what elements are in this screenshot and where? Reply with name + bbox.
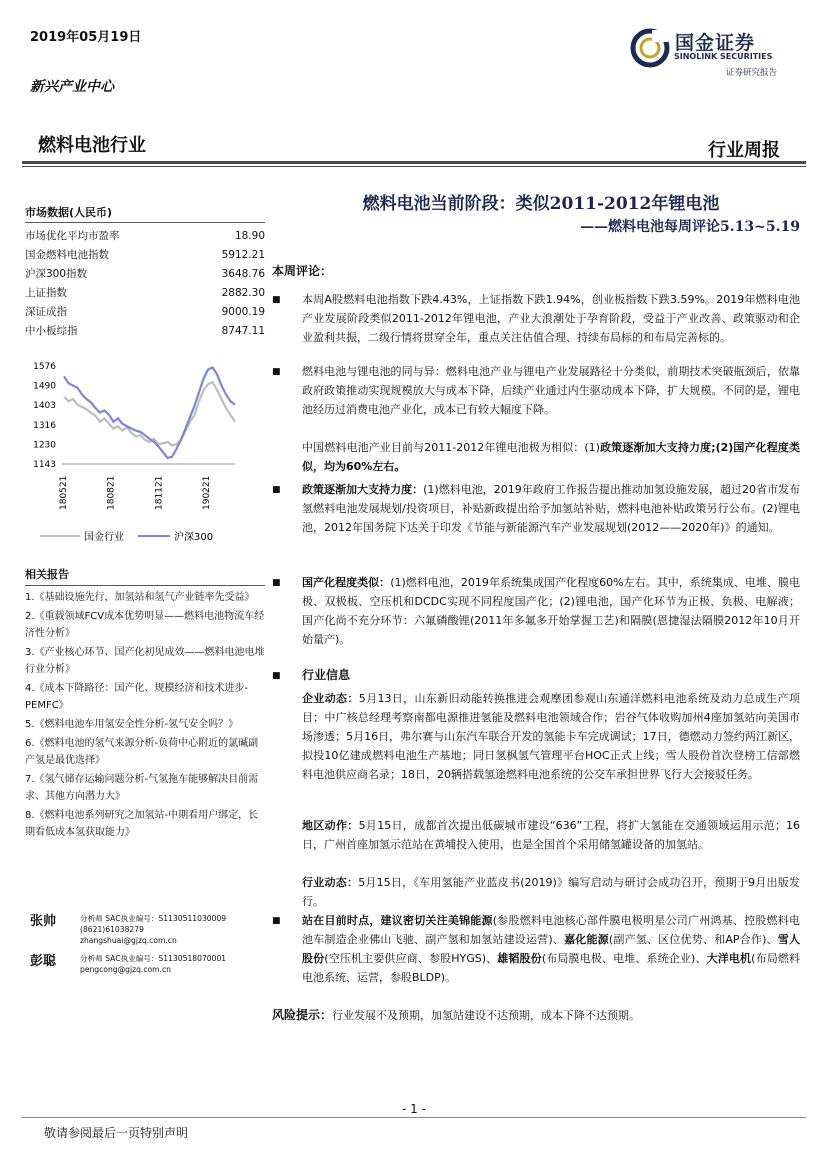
company-logo <box>630 28 800 78</box>
paragraph-8: 行业动态：5月15日，《车用氢能产业蓝皮书(2019)》编写启动与研讨会成功召开，预期于9月出版发行。 <box>302 876 800 908</box>
disclaimer-note: 敬请参阅最后一页特别声明 <box>44 1126 189 1140</box>
related-report-item[interactable]: 2.《重载领域FCV成本优势明显——燃料电池物流车经济性分析》 <box>25 611 265 639</box>
page-number: - 1 - <box>402 1102 426 1116</box>
header-divider-thin <box>22 166 806 167</box>
y-tick-label: 1143 <box>33 460 56 470</box>
report-date: 2019年05月19日 <box>30 30 142 45</box>
bullet-icon: ■ <box>272 485 281 495</box>
footer-divider <box>22 1117 806 1118</box>
industry-name: 燃料电池行业 <box>38 135 146 156</box>
market-row <box>25 246 265 265</box>
y-tick-label: 1490 <box>33 381 56 392</box>
logo-text-cn: 国金证券 <box>675 32 756 54</box>
x-tick-label: 180521 <box>59 475 69 510</box>
logo-text-en: SINOLINK SECURITIES <box>674 52 773 61</box>
related-reports <box>25 566 265 843</box>
report-title: 燃料电池当前阶段：类似2011-2012年锂电池 <box>362 194 720 214</box>
analyst-info <box>80 953 226 975</box>
analyst-email[interactable]: zhangshuai@gjzq.com.cn <box>80 936 177 945</box>
bullet-icon: ■ <box>272 367 281 377</box>
paragraph-3: 中国燃料电池产业目前与2011-2012年锂电池极为相似：(1)政策逐渐加大支持力度;(2)国产化程度类似，均为60%左右。 <box>302 441 801 473</box>
analyst-phone: (8621)61038279 <box>80 925 144 934</box>
bullet-icon: ■ <box>272 578 281 588</box>
market-label: 市场优化平均市盈率 <box>25 230 120 242</box>
analyst-info <box>80 913 226 946</box>
analyst-name: 张帅 <box>30 914 57 929</box>
y-tick-label: 1403 <box>33 401 56 412</box>
industry-info-section: ■ 行业信息 <box>272 666 800 685</box>
report-type: 行业周报 <box>708 140 780 161</box>
related-report-item[interactable]: 3.《产业核心环节、国产化初见成效——燃料电池电堆行业分析》 <box>25 647 265 675</box>
market-label: 沪深300指数 <box>25 268 88 280</box>
paragraph-1: ■ 本周A股燃料电池指数下跌4.43%，上证指数下跌1.94%，创业板指数下跌3.59%。2019年燃料电池产业发展阶段类似2011-2012年锂电池，产业大浪潮处于孕育阶段，受益于产业改善、政策驱动和企业盈利共振，二级行情将贯穿全年，重点关注估值合理、持续布局标的和布局完善标的。 <box>272 293 800 344</box>
market-value: 9000.19 <box>221 306 265 318</box>
market-row <box>25 303 265 322</box>
paragraph-7: 地区动作：5月15日，成都首次提出低碳城市建设“636”工程，将扩大氢能在交通领域运用示范；16日，广州首座加氢示范站在黄埔投入使用，也是全国首个采用储氢罐设备的加氢站。 <box>302 819 800 851</box>
logo-mark-icon <box>630 28 670 68</box>
market-label: 上证指数 <box>25 287 67 299</box>
series-line-industry <box>64 382 235 445</box>
market-value: 8747.11 <box>221 325 265 337</box>
risk-warning: 风险提示：行业发展不及预期，加氢站建设不达预期，成本下降不达预期。 <box>272 1008 641 1022</box>
market-data-heading: 市场数据(人民币) <box>25 204 265 223</box>
market-value: 5912.21 <box>221 249 265 261</box>
paragraph-4: ■ 政策逐渐加大支持力度：(1)燃料电池，2019年政府工作报告提出推动加氢设施发展，超过20省市发布氢燃料电池发展规划/投资项目，补贴新政提出给予加氢站补贴，燃料电池补贴政策另行公布。(2)锂电池，2012年国务院下达关于印发《节能与新能源汽车产业发展规划(2012——2020年)》的通知。 <box>272 483 801 534</box>
paragraph-5: ■ 国产化程度类似：(1)燃料电池，2019年系统集成国产化程度60%左右。其中，系统集成、电堆、膜电极、双极板、空压机和DCDC实现不同程度国产化；(2)锂电池，国产化环节为正极、负极、电解液；国产化尚不充分环节：六氟磷酸锂(2011年多氟多开始掌握工艺)和隔膜(恩捷湿法隔膜2012年10月开始量产)。 <box>272 576 801 646</box>
index-chart <box>20 360 250 550</box>
related-report-item[interactable]: 4.《成本下降路径：国产化、规模经济和技术进步-PEMFC》 <box>25 683 249 711</box>
legend-label-hs300: 沪深300 <box>174 532 214 543</box>
header-divider <box>22 161 806 164</box>
y-tick-label: 1230 <box>33 440 56 451</box>
related-report-item[interactable]: 1.《基础设施先行，加氢站和氢气产业链率先受益》 <box>25 592 255 603</box>
related-heading: 相关报告 <box>25 566 265 586</box>
market-value: 2882.30 <box>221 287 265 299</box>
x-tick-label: 180821 <box>106 475 117 510</box>
x-tick-label: 181121 <box>154 475 165 510</box>
analyst-name: 彭聪 <box>30 954 57 969</box>
related-report-item[interactable]: 6.《燃料电池的氢气来源分析-负荷中心附近的氯碱副产氢是最优选择》 <box>25 738 259 766</box>
related-report-item[interactable]: 8.《燃料电池系列研究之加氢站-中期看用户绑定，长期看低成本氢获取能力》 <box>25 810 259 838</box>
y-tick-label: 1316 <box>33 420 56 431</box>
report-subtitle: ——燃料电池每周评论5.13~5.19 <box>580 219 800 235</box>
x-tick-label: 190221 <box>202 475 212 510</box>
market-label: 国金燃料电池指数 <box>25 249 109 261</box>
report-label: 证券研究报告 <box>726 68 778 78</box>
bullet-icon: ■ <box>272 671 281 681</box>
bullet-icon: ■ <box>272 916 281 926</box>
market-label: 中小板综指 <box>25 325 78 337</box>
market-row <box>25 284 265 303</box>
market-value: 3648.76 <box>221 268 265 280</box>
bullet-icon: ■ <box>272 295 281 305</box>
legend-label-industry: 国金行业 <box>84 532 124 543</box>
market-data-panel <box>25 204 265 341</box>
review-heading: 本周评论： <box>272 264 333 278</box>
y-tick-label: 1576 <box>33 362 56 372</box>
paragraph-6: 企业动态：5月13日，山东新旧动能转换推进会观摩团参观山东通洋燃料电池系统及动力总成生产项目；中广核总经理考察南都电源推进氢能及燃料电池领域合作；岩谷气体收购加州4座加氢站向美国市场渗透；5月16日，弗尔赛与山东汽车联合开发的氢能卡车完成调试；17日，德燃动力签约两江新区，拟投10亿建成燃料电池生产基地；同日氢枫氢气管理平台HOC正式上线；雪人股份首次登榜工信部燃料电池供应商名录；18日，20辆搭载氢途燃料电池系统的公交车承担世界飞行大会接驳任务。 <box>302 692 800 781</box>
analyst-email[interactable]: pengcong@gjzq.com.cn <box>80 965 171 974</box>
market-row <box>25 265 265 284</box>
paragraph-9: ■ 站在目前时点，建议密切关注美锦能源(参股燃料电池核心部件膜电极明星公司广州鸿基、控股燃料电池车制造企业佛山飞驰、副产氢和加氢站建设运营)、嘉化能源(副产氢、区位优势、和AP合作)、雪人股份(空压机主要供应商、参股HYGS)、雄韬股份(布局膜电极、电堆、系统企业)、大洋电机(布局燃料电池系统、运营，参股BLDP)。 <box>272 914 801 984</box>
paragraph-2: ■ 燃料电池与锂电池的同与异：燃料电池产业与锂电产业发展路径十分类似，前期技术突破瓶颈后，依靠政府政策推动实现规模放大与成本下降，后续产业通过内生驱动成本下降，扩大规模。不同的是，锂电池经历过消费电池产业化，成本已有较大幅度下降。 <box>272 365 800 416</box>
market-row <box>25 227 265 246</box>
market-row <box>25 322 265 341</box>
analyst-sac: 分析师 SAC执业编号：S1130511030009 <box>80 914 227 923</box>
market-label: 深证成指 <box>25 306 67 318</box>
analyst-sac: 分析师 SAC执业编号：S1130518070001 <box>80 954 227 963</box>
research-center: 新兴产业中心 <box>30 79 114 95</box>
related-report-item[interactable]: 5.《燃料电池车用氢安全性分析-氢气安全吗？》 <box>25 719 239 730</box>
market-value: 18.90 <box>234 230 265 242</box>
related-report-item[interactable]: 7.《氢气储存运输问题分析-气氢拖车能够解决目前需求、其他方向潜力大》 <box>25 774 259 802</box>
